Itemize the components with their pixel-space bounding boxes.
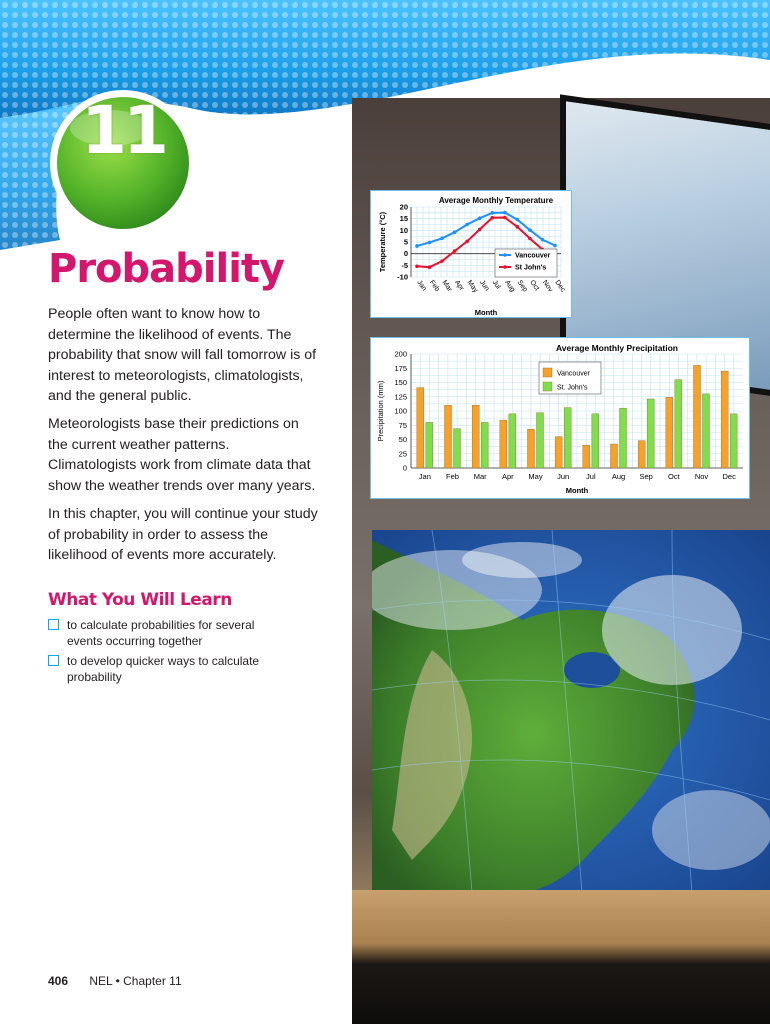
data-point [490,211,494,215]
chart-title: Average Monthly Precipitation [555,343,679,353]
data-point [428,241,432,245]
x-tick-label: Jul [490,279,502,291]
y-tick-label: 0 [403,249,408,259]
learn-heading: What You Will Learn [48,590,232,610]
data-point [503,211,507,215]
bar [730,414,737,468]
intro-paragraph: In this chapter, you will continue your study of probability in order to assess the likelihood of events more accurately. [48,506,318,563]
legend-label: Vancouver [557,370,590,378]
y-tick-label: 15 [399,214,408,224]
x-tick-label: May [528,472,543,481]
y-axis-label: Precipitation (mm) [376,380,385,442]
learn-list [48,617,278,689]
x-tick-label: Dec [553,279,567,294]
legend-marker [503,265,507,269]
checkbox-icon [48,655,59,666]
precipitation-chart-svg [371,338,749,498]
y-tick-label: 75 [398,420,407,430]
x-tick-label: Oct [528,279,541,293]
x-tick-label: Jun [478,279,491,293]
bar [620,408,627,468]
page-number: 406 [48,974,69,988]
bar [647,399,654,468]
x-tick-label: May [465,279,479,294]
intro-paragraph: Meteorologists base their predictions on the current weather patterns. Climatologists work from climate data that show the weather trends over many years. [48,416,316,494]
data-point [453,230,457,234]
chapter-number: 11 [81,92,165,169]
y-tick-label: 125 [394,392,407,402]
satellite-image [372,530,770,892]
footer-text: NEL • Chapter 11 [89,974,182,988]
y-tick-label: -10 [397,272,408,282]
x-tick-label: Aug [503,279,517,294]
precipitation-chart [370,337,750,499]
x-axis-label: Month [474,308,498,317]
bar [666,397,673,468]
x-tick-label: Dec [722,472,736,481]
x-tick-label: Jun [557,472,570,481]
x-tick-label: Apr [452,279,465,293]
bar [528,429,535,468]
data-point [465,223,469,227]
legend-label: St. John's [557,384,588,392]
data-point [440,236,444,240]
data-point [528,237,532,241]
y-tick-label: -5 [401,260,408,270]
data-point [553,244,557,248]
x-tick-label: Feb [427,279,441,294]
y-tick-label: 150 [394,378,407,387]
x-tick-label: Sep [515,279,529,294]
x-tick-label: Feb [446,472,459,481]
data-point [428,265,432,269]
y-tick-label: 20 [399,202,408,212]
x-tick-label: Oct [667,472,680,481]
data-point [503,216,507,220]
learn-item [48,653,278,685]
desk-photo [352,890,770,1024]
legend-swatch [543,382,552,391]
y-tick-label: 25 [398,449,407,459]
legend-swatch [543,368,552,377]
x-tick-label: Jul [586,472,596,481]
data-point [490,216,494,220]
y-tick-label: 0 [402,463,407,473]
x-tick-label: Sep [639,472,653,481]
data-point [415,244,419,248]
bar [500,420,507,468]
bar [564,408,571,468]
bar [592,414,599,468]
bar [426,422,433,468]
legend-label: Vancouver [515,252,551,260]
data-point [528,228,532,232]
data-point [415,264,419,268]
x-tick-label: Jan [415,279,428,293]
y-tick-label: 175 [394,363,407,373]
data-point [541,238,545,242]
legend-marker [503,253,507,257]
bar [472,405,479,468]
data-point [478,216,482,220]
x-tick-label: Mar [473,472,487,481]
bar [555,437,562,468]
bar [481,422,488,468]
data-point [465,240,469,244]
y-tick-label: 200 [394,349,407,359]
learn-item-text: to develop quicker ways to calculate probability [67,654,260,684]
page-footer [48,974,182,988]
x-tick-label: Jan [418,472,431,481]
bar [638,441,645,468]
bar [583,445,590,468]
x-tick-label: Apr [501,472,514,481]
bar [445,405,452,468]
bar [454,429,461,468]
legend-label: St John's [515,264,547,272]
learn-item-text: to calculate probabilities for several events occurring together [67,618,255,648]
x-tick-label: Mar [440,279,454,294]
bar [509,414,516,468]
y-axis-label: Temperature (°C) [378,211,387,273]
temperature-chart [370,190,572,318]
data-point [478,228,482,232]
bar [417,388,424,468]
series-line [417,213,555,246]
checkbox-icon [48,619,59,630]
intro-paragraph: People often want to know how to determine the likelihood of events. The probability that snow will fall tomorrow is of interest to meteorologists, climatologists, and the general public. [48,306,317,404]
bar [721,371,728,468]
bar [611,444,618,468]
x-tick-label: Nov [694,472,709,481]
data-point [440,259,444,263]
x-tick-label: Nov [540,279,554,294]
bar [537,413,544,468]
learn-item [48,617,278,649]
x-axis-label: Month [565,486,589,495]
y-tick-label: 50 [398,435,407,444]
x-tick-label: Aug [611,472,626,481]
data-point [516,218,520,222]
bar [694,365,701,468]
y-tick-label: 10 [399,225,408,235]
data-point [516,225,520,229]
data-point [453,249,457,253]
y-tick-label: 100 [394,406,407,416]
chapter-title: Probability [48,246,285,292]
y-tick-label: 5 [403,237,408,247]
bar [675,380,682,468]
temperature-chart-svg [371,191,571,317]
bar [703,394,710,468]
chart-title: Average Monthly Temperature [438,196,554,205]
